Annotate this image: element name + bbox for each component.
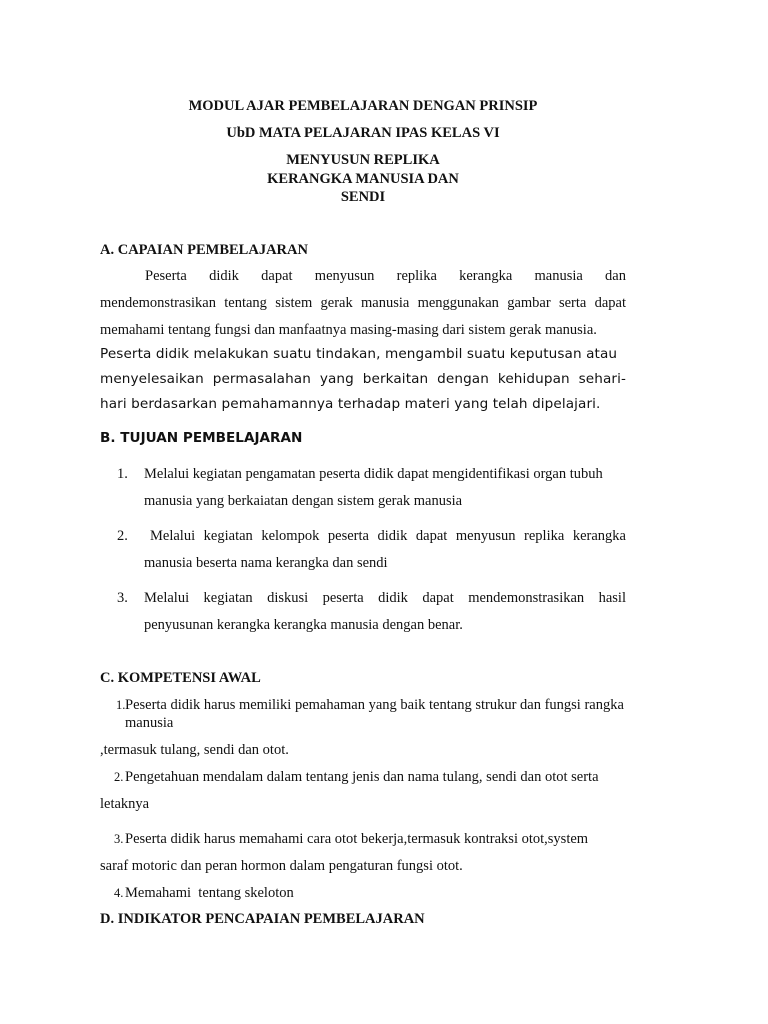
section-d-heading: D. INDIKATOR PENCAPAIAN PEMBELAJARAN (100, 911, 425, 927)
objective-1-number: 1. (117, 466, 128, 482)
competency-1-line-2: manusia (125, 715, 174, 731)
objective-1-line-1: Melalui kegiatan pengamatan peserta didik dapat mengidentifikasi organ tubuh (144, 466, 603, 482)
document-title-line-1: MODUL AJAR PEMBELAJARAN DENGAN PRINSIP (188, 98, 538, 114)
section-a-paragraph-2-line-3: hari berdasarkan pemahamannya terhadap materi yang telah dipelajari. (100, 396, 601, 412)
section-a-paragraph-2-line-1: Peserta didik melakukan suatu tindakan, mengambil suatu keputusan atau (100, 346, 618, 362)
objective-2-line-1: Melalui kegiatan kelompok peserta didik dapat menyusun replika kerangka (150, 528, 626, 544)
competency-1-line-1: Peserta didik harus memiliki pemahaman yang baik tentang strukur dan fungsi rangka (125, 697, 624, 713)
section-a-paragraph-2-line-2: menyelesaikan permasalahan yang berkaitan dengan kehidupan sehari- (100, 371, 626, 387)
competency-2-line-2: letaknya (100, 796, 150, 812)
competency-3-number: 3. (114, 832, 124, 846)
objective-2-number: 2. (117, 528, 128, 544)
section-a-paragraph-1-line-3: memahami tentang fungsi dan manfaatnya masing-masing dari sistem gerak manusia. (100, 322, 597, 338)
objective-3-line-2: penyusunan kerangka kerangka manusia dengan benar. (144, 617, 463, 633)
competency-2-line-1: Pengetahuan mendalam dalam tentang jenis dan nama tulang, sendi dan otot serta (125, 769, 599, 785)
objective-1-line-2: manusia yang berkaiatan dengan sistem gerak manusia (144, 493, 463, 509)
section-a-paragraph-1-line-1: Peserta didik dapat menyusun replika kerangka manusia dan (145, 268, 626, 284)
competency-1-number: 1. (116, 698, 126, 712)
document-title-line-5: SENDI (340, 189, 386, 205)
competency-4-line-1: Memahami tentang skeloton (125, 885, 294, 901)
document-title-line-2: UbD MATA PELAJARAN IPAS KELAS VI (226, 125, 500, 141)
competency-3-line-2: saraf motoric dan peran hormon dalam pengaturan fungsi otot. (100, 858, 463, 874)
competency-2-number: 2. (114, 770, 124, 784)
section-a-paragraph-1-line-2: mendemonstrasikan tentang sistem gerak manusia menggunakan gambar serta dapat (100, 295, 626, 311)
section-c-heading: C. KOMPETENSI AWAL (100, 670, 261, 686)
document-title-line-3: MENYUSUN REPLIKA (286, 152, 440, 168)
objective-3-number: 3. (117, 590, 128, 606)
competency-4-number: 4. (114, 886, 124, 900)
objective-2-line-2: manusia beserta nama kerangka dan sendi (144, 555, 388, 571)
section-a-heading: A. CAPAIAN PEMBELAJARAN (100, 242, 308, 258)
section-b-heading: B. TUJUAN PEMBELAJARAN (100, 430, 303, 446)
document-title-line-4: KERANGKA MANUSIA DAN (267, 171, 459, 187)
objective-3-line-1: Melalui kegiatan diskusi peserta didik dapat mendemonstrasikan hasil (144, 590, 626, 606)
competency-1-line-3: ,termasuk tulang, sendi dan otot. (100, 742, 289, 758)
competency-3-line-1: Peserta didik harus memahami cara otot bekerja,termasuk kontraksi otot,system (125, 831, 589, 847)
